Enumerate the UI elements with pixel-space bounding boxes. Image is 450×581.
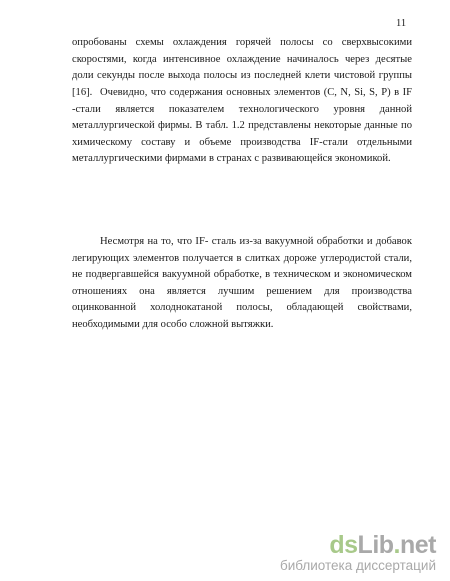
paragraph-3: Несмотря на то, что IF- сталь из-за вакуумной обработки и добавок легирующих элементов получается в слитках дороже углеродистой стали, не подвергавшейся вакуумной обработке, в техническом и экономическом отношениях она является лучшим решением для производства оцинкованной холоднокатаной полосы, обладающей свойствами, необходимыми для особо сложной вытяжки.: [72, 236, 412, 330]
logo-net: net: [400, 531, 436, 559]
dslib-logo: [280, 532, 436, 558]
logo-lib: Lib: [357, 531, 394, 559]
dslib-watermark: [280, 532, 436, 573]
watermark-tagline: библиотека диссертаций: [279, 558, 436, 573]
logo-ds: ds: [329, 531, 358, 559]
paragraph-1: опробованы схемы охлаждения горячей полосы со сверхвысокими скоростями, когда интенсивное охлаждение начиналось через десятые доли секунды после выхода полосы из последней клети чистовой группы [16].: [72, 37, 412, 98]
logo-dot: .: [393, 531, 400, 559]
page-number: 11: [396, 18, 407, 29]
paragraph-2: Очевидно, что содержания основных элементов (C, N, Si, S, P) в IF -стали является показателем технологического уровня данной металлургической фирмы. В табл. 1.2 представлены некоторые данные по химическому составу и объеме производства IF-стали отдельными металлургическими фирмами в странах с развивающейся экономикой.: [72, 87, 412, 165]
